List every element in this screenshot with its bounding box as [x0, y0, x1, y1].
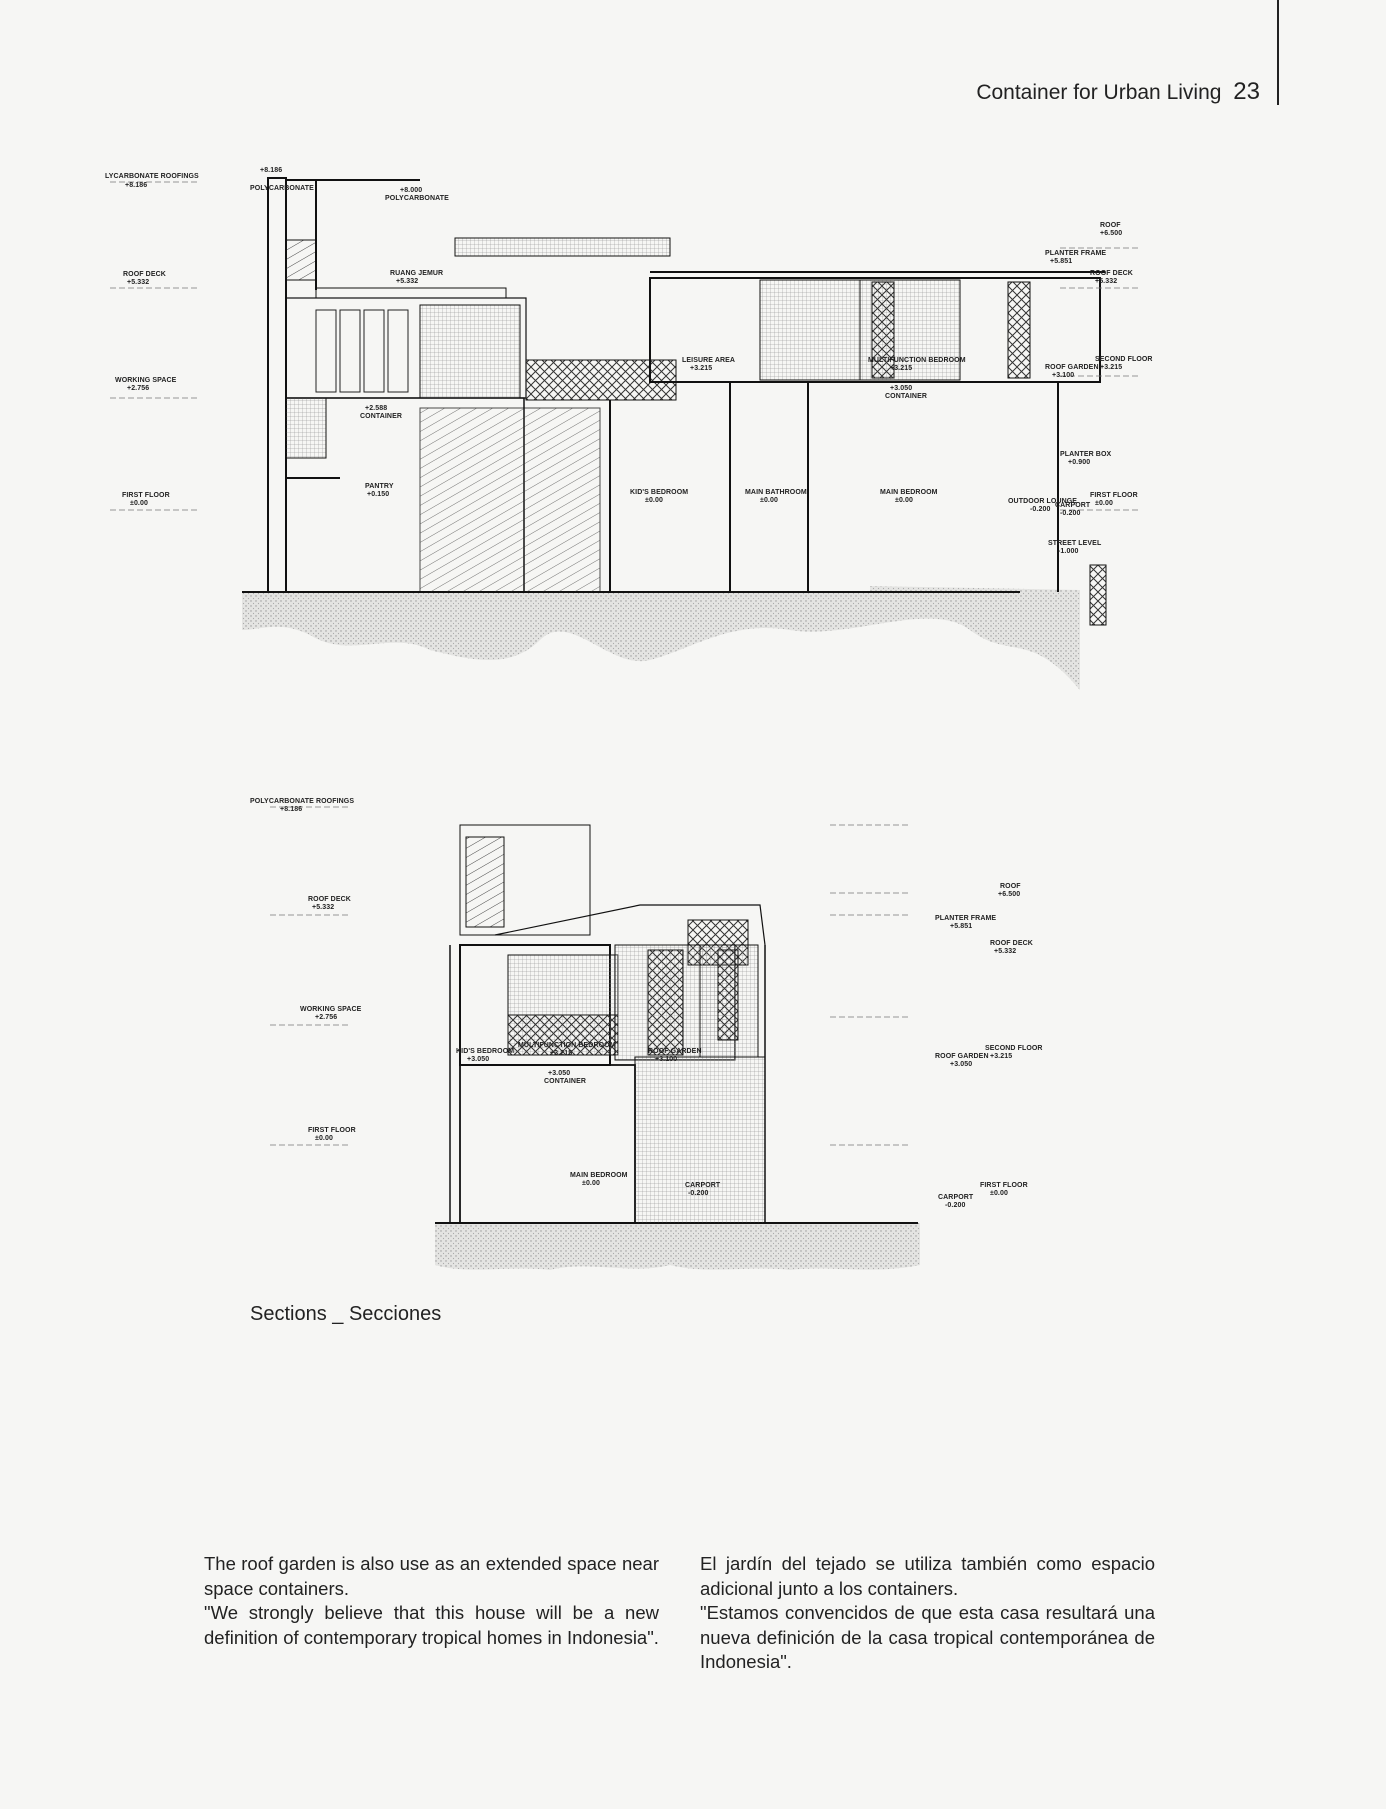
lbl2-working-space-val: +2.756 — [315, 1014, 338, 1021]
ground-fill-2 — [435, 1223, 920, 1270]
page-edge-rule — [1277, 0, 1279, 105]
lbl2-planter-frame: PLANTER FRAME — [935, 915, 997, 922]
lbl-planter-frame: PLANTER FRAME — [1045, 250, 1107, 257]
section-drawing-2 — [250, 795, 1050, 1285]
lbl2-roof-garden: ROOF GARDEN — [935, 1053, 989, 1060]
lbl-planter-box: PLANTER BOX — [1060, 451, 1112, 458]
lbl2-first-floor-val: ±0.00 — [315, 1135, 333, 1142]
lbl-roof-deck-val: +5.332 — [127, 279, 150, 286]
section-drawing-1 — [90, 160, 1153, 700]
lbl2-carport-c-val: -0.200 — [688, 1190, 709, 1197]
lbl-street-level-val: -1.000 — [1058, 548, 1079, 555]
lbl-first-floor-val: ±0.00 — [130, 500, 148, 507]
lbl2-second-floor-val: +3.215 — [990, 1053, 1013, 1060]
lbl-first-floor: FIRST FLOOR — [122, 492, 170, 499]
body-text-english — [204, 1552, 659, 1650]
lbl2-kids-bedroom: KID'S BEDROOM — [456, 1048, 515, 1055]
lbl2-container-val: +3.050 — [548, 1070, 571, 1077]
lbl-planter-box-val: +0.900 — [1068, 459, 1091, 466]
lbl2-roof-garden-c-val: +3.100 — [655, 1056, 678, 1063]
paragraph: "Estamos convencidos de que esta casa resultará una nueva definición de la casa tropical contemporánea de Indonesia". — [700, 1602, 1155, 1672]
running-header-title: Container for Urban Living — [976, 81, 1222, 104]
lbl2-second-floor: SECOND FLOOR — [985, 1045, 1043, 1052]
lbl2-working-space: WORKING SPACE — [300, 1006, 362, 1013]
lbl2-roof-deck-r-val: +5.332 — [994, 948, 1017, 955]
lbl-multifunction-val: +3.215 — [890, 365, 913, 372]
lbl2-first-floor-r: FIRST FLOOR — [980, 1182, 1028, 1189]
lbl2-roof-deck: ROOF DECK — [308, 896, 351, 903]
lbl-roof-garden: ROOF GARDEN — [1045, 364, 1099, 371]
lbl-polycarb-top: POLYCARBONATE — [385, 195, 449, 202]
paragraph: The roof garden is also use as an extended space near space containers. — [204, 1553, 659, 1599]
ground-fill — [242, 586, 1080, 690]
lbl-container: CONTAINER — [360, 413, 402, 420]
lbl-container2-val: +3.050 — [890, 385, 913, 392]
lbl-street-level: STREET LEVEL — [1048, 540, 1102, 547]
lbl-polycarb-tag: POLYCARBONATE — [250, 185, 314, 192]
lbl2-kids-val: +3.050 — [467, 1056, 490, 1063]
lbl-container-val: +2.588 — [365, 405, 388, 412]
lbl-main-bedroom-val: ±0.00 — [895, 497, 913, 504]
lbl-pantry: PANTRY — [365, 483, 394, 490]
lbl2-first-floor: FIRST FLOOR — [308, 1127, 356, 1134]
lbl2-multifunction: MULTIFUNCTION BEDROOM — [518, 1042, 616, 1049]
lbl-kids-bedroom: KID'S BEDROOM — [630, 489, 689, 496]
lbl-main-bedroom: MAIN BEDROOM — [880, 489, 938, 496]
lbl-poly-roofings-val: +8.186 — [125, 182, 148, 189]
lbl2-roof-garden-c: ROOF GARDEN — [648, 1048, 702, 1055]
lbl2-poly-roofings: POLYCARBONATE ROOFINGS — [250, 798, 355, 805]
lbl2-multifunction-val: +3.215 — [550, 1050, 573, 1057]
lbl-planter-frame-val: +5.851 — [1050, 258, 1073, 265]
lbl-outdoor-val: -0.200 — [1030, 506, 1051, 513]
lbl2-roof: ROOF — [1000, 883, 1021, 890]
running-header — [860, 78, 1260, 106]
lbl2-carport-c: CARPORT — [685, 1182, 721, 1189]
body-text-spanish — [700, 1552, 1155, 1675]
lbl-container2: CONTAINER — [885, 393, 927, 400]
lbl-kids-val: ±0.00 — [645, 497, 663, 504]
paragraph: "We strongly believe that this house will be a new definition of contemporary tropical homes in Indonesia". — [204, 1602, 659, 1648]
lbl-ruang-jemur: RUANG JEMUR — [390, 270, 444, 277]
lbl2-roof-val: +6.500 — [998, 891, 1021, 898]
lbl2-poly-roofings-val: +8.186 — [280, 806, 303, 813]
lbl-main-bathroom-val: ±0.00 — [760, 497, 778, 504]
lbl2-roof-deck-val: +5.332 — [312, 904, 335, 911]
lbl2-planter-frame-val: +5.851 — [950, 923, 973, 930]
lbl-carport-val: -0.200 — [1060, 510, 1081, 517]
lbl2-container: CONTAINER — [544, 1078, 586, 1085]
lbl-main-bathroom: MAIN BATHROOM — [745, 489, 807, 496]
lbl-roof-deck: ROOF DECK — [123, 271, 166, 278]
lbl2-main-bedroom: MAIN BEDROOM — [570, 1172, 628, 1179]
lbl-polycarb-top-val: +8.000 — [400, 187, 423, 194]
lbl-roof-val: +6.500 — [1100, 230, 1123, 237]
lbl-roof-deck-r-val: +5.332 — [1095, 278, 1118, 285]
lbl2-roof-deck-r: ROOF DECK — [990, 940, 1033, 947]
lbl-roof-deck-r: ROOF DECK — [1090, 270, 1133, 277]
lbl-roof: ROOF — [1100, 222, 1121, 229]
lbl2-carport: CARPORT — [938, 1194, 974, 1201]
page-number: 23 — [1233, 78, 1260, 105]
lbl-leisure: LEISURE AREA — [682, 357, 736, 364]
lbl-pantry-val: +0.150 — [367, 491, 390, 498]
lbl-multifunction: MULTIFUNCTION BEDROOM — [868, 357, 966, 364]
lbl2-roof-garden-val: +3.050 — [950, 1061, 973, 1068]
lbl2-first-floor-r-val: ±0.00 — [990, 1190, 1008, 1197]
lbl-outdoor: OUTDOOR LOUNGE — [1008, 498, 1078, 505]
lbl-working-space-val: +2.756 — [127, 385, 150, 392]
lbl-polycarb-tag-val: +8.186 — [260, 167, 283, 174]
lbl-first-floor-r: FIRST FLOOR — [1090, 492, 1138, 499]
paragraph: El jardín del tejado se utiliza también como espacio adicional junto a los containers. — [700, 1553, 1155, 1599]
lbl-second-floor: SECOND FLOOR — [1095, 356, 1153, 363]
lbl2-main-bedroom-val: ±0.00 — [582, 1180, 600, 1187]
lbl-roof-garden-val: +3.100 — [1052, 372, 1075, 379]
lbl-ruang-jemur-val: +5.332 — [396, 278, 419, 285]
lbl-second-floor-val: +3.215 — [1100, 364, 1123, 371]
lbl-carport: CARPORT — [1055, 502, 1091, 509]
lbl-poly-roofings: LYCARBONATE ROOFINGS — [105, 173, 199, 180]
lbl-leisure-val: +3.215 — [690, 365, 713, 372]
lbl-first-floor-r-val: ±0.00 — [1095, 500, 1113, 507]
lbl2-carport-val: -0.200 — [945, 1202, 966, 1209]
lbl-working-space: WORKING SPACE — [115, 377, 177, 384]
figure-caption: Sections _ Secciones — [250, 1303, 442, 1325]
